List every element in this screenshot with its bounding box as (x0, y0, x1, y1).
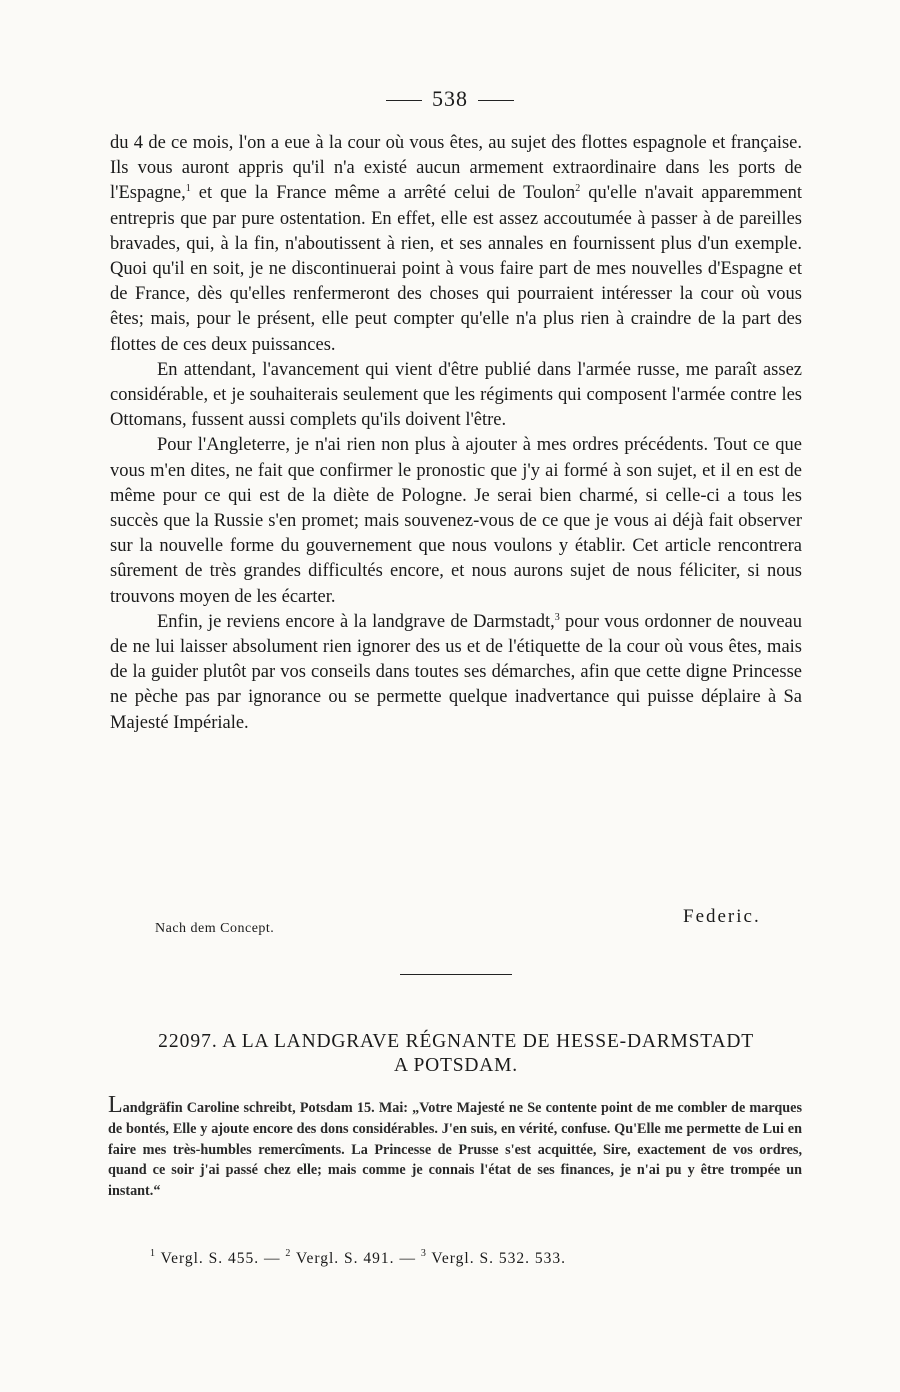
paragraph-3: Pour l'Angleterre, je n'ai rien non plus à ajouter à mes ordres précédents. Tout ce que vous m'en dites, ne fait que confirmer le pronostic que j'y ai formé à son sujet, et il en est de même pour ce qui est de la diète de Pologne. Je serai bien charmé, si celle-ci a tous les succès que la Russie s'en promet; mais souvenez-vous de ce que je vous ai déjà fait observer sur la nouvelle forme du gouvernement que nous voulons y établir. Cet article rencontrera sûrement de très grandes difficultés encore, et nous aurons sujet de nous féliciter, si nous trouvons moyen de les écarter. (110, 435, 802, 607)
letter-summary-body: andgräfin Caroline schreibt, Potsdam 15. Mai: „Votre Majesté ne Se contente point de me combler de marques de bontés, Elle y ajoute encore des dons considérables. J'en suis, en vérité, confuse. Qu'Elle me permette de Lui en faire mes très-humbles remercîments. La Princesse de Prusse s'est acquittée, Sire, exactement de vos ordres, quand ce soir j'ai passé chez elle; mais comme je connais l'état de ses finances, je n'ai pu y être trompée un instant.“ (108, 1100, 802, 1200)
page-number-value: 538 (432, 86, 468, 111)
footnote-separator-2: — (399, 1250, 416, 1267)
letter-heading (110, 1030, 802, 1078)
footnote-2-text: Vergl. S. 491. (296, 1250, 395, 1267)
paragraph-1-part-3: qu'elle n'avait apparemment entrepris que par pure ostentation. En effet, elle est assez accoutumée à passer à de pareilles bravades, qui, à la fin, n'aboutissent à rien, et ses annales en fournissent plus d'un exemple. Quoi qu'il en soit, je ne discontinuerai point à vous faire part de mes nouvelles d'Espagne et de France, dès qu'elles renfermeront des choses qui pourraient intéresser la cour où vous êtes; mais, pour le présent, elle peut compter qu'elle n'a plus rien à craindre de la part des flottes de ces deux puissances. (110, 183, 803, 355)
letter-summary (108, 1092, 802, 1202)
footnote-3 (421, 1250, 566, 1267)
paragraph-4-part-1: Enfin, je reviens encore à la landgrave de Darmstadt, (157, 611, 555, 632)
footnote-ref-1: 1 (185, 183, 191, 195)
signature: Federic. (683, 906, 761, 927)
letter-heading-title: A LA LANDGRAVE RÉGNANTE DE HESSE-DARMSTADT (222, 1031, 754, 1052)
page-number-dash-left (386, 100, 422, 101)
footnote-1-mark: 1 (150, 1248, 156, 1259)
footnote-2 (285, 1250, 394, 1267)
paragraph-2: En attendant, l'avancement qui vient d'être publié dans l'armée russe, me paraît assez considérable, et je souhaiterais seulement que les régiments qui composent l'armée contre les Ottomans, fussent aussi complets qu'ils doivent l'être. (110, 359, 802, 431)
footnote-1 (150, 1250, 259, 1267)
letter-number: 22097. (158, 1031, 218, 1052)
page-number-dash-right (478, 100, 514, 101)
footnote-1-text: Vergl. S. 455. (160, 1250, 260, 1267)
paragraph-4-part-2: pour vous ordonner de nouveau de ne lui laisser absolument rien ignorer des us et de l'étiquette de la cour où vous êtes, mais de la guider plutôt par vos conseils dans toutes ses démarches, afin que cette digne Princesse ne pèche pas par ignorance ou se permette quelque inadvertance qui puisse déplaire à Sa Majesté Impériale. (110, 611, 802, 733)
main-text (110, 131, 802, 736)
footnotes (150, 1250, 800, 1268)
footnote-3-text: Vergl. S. 532. 533. (431, 1250, 566, 1267)
paragraph-1-part-1: du 4 de ce mois, l'on a eue à la cour où vous êtes, au sujet des flottes espagnole et française. Ils vous auront appris qu'il n'a existé aucun armement extraordinaire dans les ports de l'Espagne, (110, 133, 802, 204)
footnote-2-mark: 2 (285, 1248, 292, 1259)
paragraph-1-part-2: et que la France même a arrêté celui de Toulon (190, 183, 576, 204)
source-note: Nach dem Concept. (155, 921, 275, 936)
letter-initial: L (108, 1092, 123, 1118)
letter-heading-line-1 (110, 1030, 802, 1054)
footnote-3-mark: 3 (420, 1248, 427, 1259)
letter-heading-line-2: A POTSDAM. (394, 1055, 518, 1076)
paragraph-1 (110, 131, 802, 358)
paragraph-4 (110, 610, 802, 736)
footnote-ref-2: 2 (575, 183, 581, 195)
footnote-ref-3: 3 (554, 611, 560, 623)
footnote-separator: — (264, 1250, 281, 1267)
page-number (0, 86, 900, 112)
section-divider (400, 974, 512, 975)
